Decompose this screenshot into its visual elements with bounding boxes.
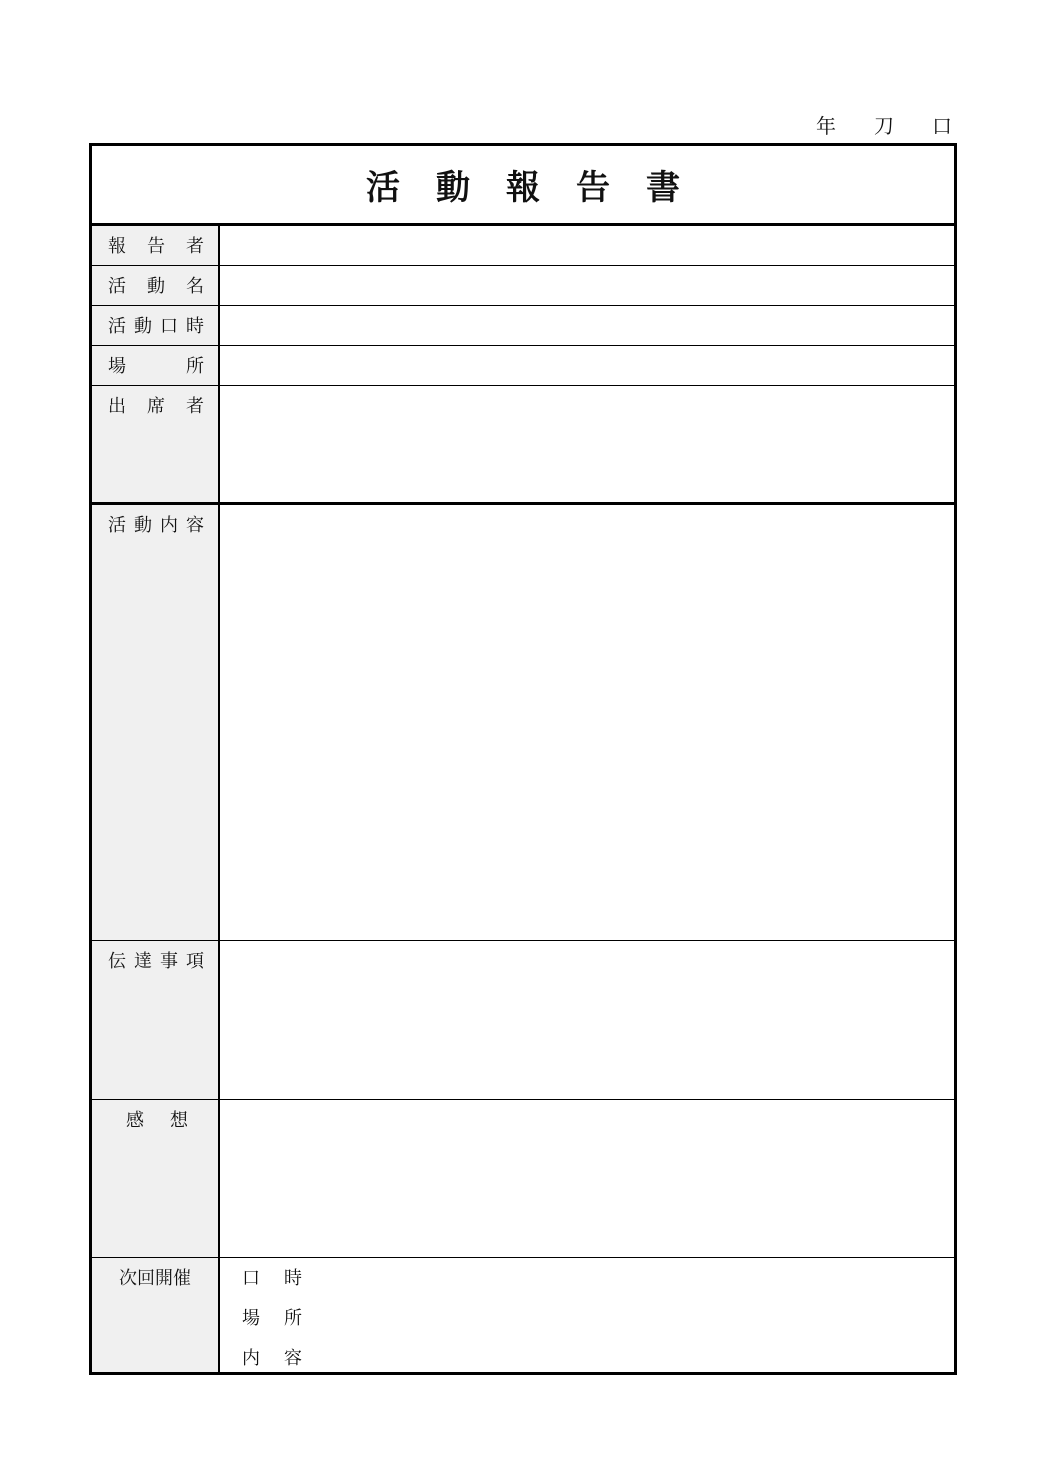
label-char: 事 — [160, 951, 178, 972]
label-char: 伝 — [108, 951, 126, 972]
label-char: 動 — [134, 515, 152, 536]
label-char: 者 — [186, 396, 204, 417]
label-char: 告 — [147, 236, 165, 257]
label-next-meeting-text: 次回開催 — [119, 1268, 191, 1289]
label-activity-datetime — [92, 306, 220, 345]
field-notices[interactable] — [220, 941, 954, 1099]
row-notices — [92, 941, 954, 1100]
label-char: 想 — [170, 1110, 188, 1131]
field-activity-datetime[interactable] — [220, 306, 954, 345]
field-attendees[interactable] — [220, 386, 954, 502]
label-char: 口 — [242, 1268, 260, 1289]
label-char: 口 — [160, 316, 178, 337]
field-reporter[interactable] — [220, 226, 954, 265]
label-reporter — [92, 226, 220, 265]
row-activity-datetime — [92, 306, 954, 346]
label-char: 達 — [134, 951, 152, 972]
label-char: 活 — [108, 515, 126, 536]
label-char: 場 — [108, 356, 126, 377]
field-place[interactable] — [220, 346, 954, 385]
label-next-meeting — [92, 1258, 220, 1372]
title-row — [92, 146, 954, 226]
row-next-meeting — [92, 1258, 954, 1372]
next-place-label — [242, 1304, 302, 1330]
label-char: 所 — [284, 1308, 302, 1329]
row-reporter — [92, 226, 954, 266]
label-char: 動 — [147, 276, 165, 297]
row-activity-content — [92, 505, 954, 941]
label-char: 席 — [147, 396, 165, 417]
field-activity-content[interactable] — [220, 505, 954, 940]
label-char: 動 — [134, 316, 152, 337]
label-char: 者 — [186, 236, 204, 257]
label-char: 項 — [186, 951, 204, 972]
date-day: 口 — [932, 114, 952, 138]
form-title: 活動報告書 — [366, 168, 716, 208]
label-char: 報 — [108, 236, 126, 257]
label-char: 時 — [284, 1268, 302, 1289]
label-activity-content — [92, 505, 220, 940]
label-char: 活 — [108, 316, 126, 337]
label-activity-name — [92, 266, 220, 305]
date-year: 年 — [816, 114, 836, 138]
field-activity-name[interactable] — [220, 266, 954, 305]
date-line — [816, 110, 952, 138]
label-char: 内 — [242, 1348, 260, 1369]
label-char: 場 — [242, 1308, 260, 1329]
label-char: 内 — [160, 515, 178, 536]
label-place — [92, 346, 220, 385]
date-month: 刀 — [874, 114, 894, 138]
label-char: 容 — [186, 515, 204, 536]
row-place — [92, 346, 954, 386]
label-char: 出 — [108, 396, 126, 417]
label-attendees — [92, 386, 220, 502]
row-attendees — [92, 386, 954, 505]
label-char: 名 — [186, 276, 204, 297]
label-char: 時 — [186, 316, 204, 337]
label-char: 容 — [284, 1348, 302, 1369]
report-form — [89, 143, 957, 1375]
next-datetime-label — [242, 1264, 302, 1290]
row-activity-name — [92, 266, 954, 306]
field-next-meeting — [220, 1258, 954, 1372]
label-char: 活 — [108, 276, 126, 297]
label-char: 感 — [126, 1110, 144, 1131]
label-char: 所 — [186, 356, 204, 377]
field-impressions[interactable] — [220, 1100, 954, 1257]
row-impressions — [92, 1100, 954, 1258]
label-impressions — [92, 1100, 220, 1257]
label-notices — [92, 941, 220, 1099]
next-content-label — [242, 1344, 302, 1370]
